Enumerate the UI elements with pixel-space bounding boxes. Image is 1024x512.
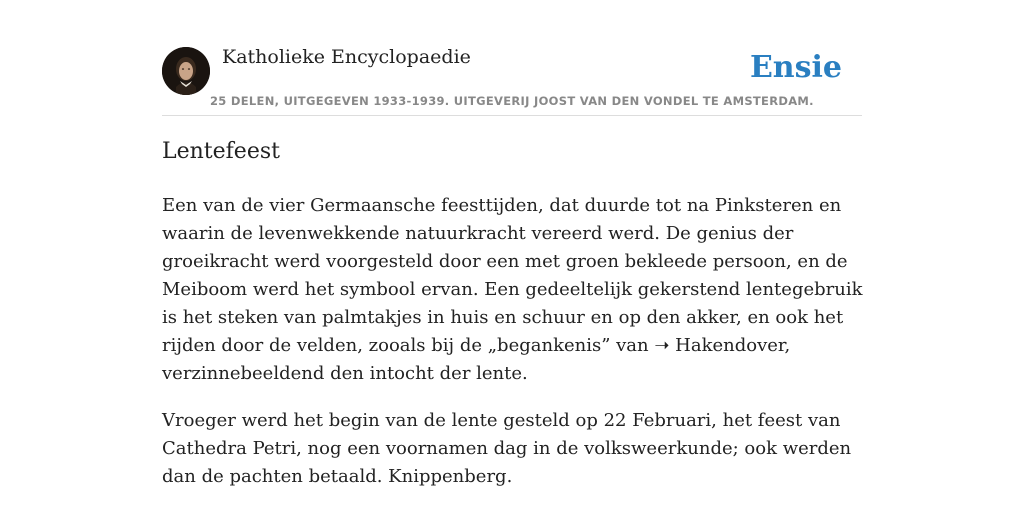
article-title: Lentefeest [162,139,280,164]
book-subtitle: 25 DELEN, UITGEGEVEN 1933-1939. UITGEVERIJ JOOST VAN DEN VONDEL TE AMSTERDAM. [210,94,814,108]
book-title[interactable]: Katholieke Encyclopaedie [222,46,471,68]
avatar[interactable] [162,47,210,95]
header [162,40,862,116]
article-body [162,192,867,510]
portrait-icon [162,47,210,95]
ensie-logo-link[interactable]: Ensie [749,50,842,85]
article-paragraph: Vroeger werd het begin van de lente gesteld op 22 Februari, het feest van Cathedra Petri, nog een voornamen dag in de volksweerkunde; ook werden dan de pachten betaald. Knippenberg. [162,410,852,487]
article-paragraph: Een van de vier Germaansche feesttijden, dat duurde tot na Pinksteren en waarin de levenwekkende natuurkracht vereerd werd. De genius der groeikracht werd voorgesteld door een met groen bekleede persoon, en de Meiboom werd het symbool ervan. Een gedeeltelijk gekerstend lentegebruik is het steken van palmtakjes in huis en schuur en op den akker, en ook het rijden door de velden, zooals bij de „begankenis” van ➝ Hakendover, verzinnebeeldend den intocht der lente. [162,195,863,384]
